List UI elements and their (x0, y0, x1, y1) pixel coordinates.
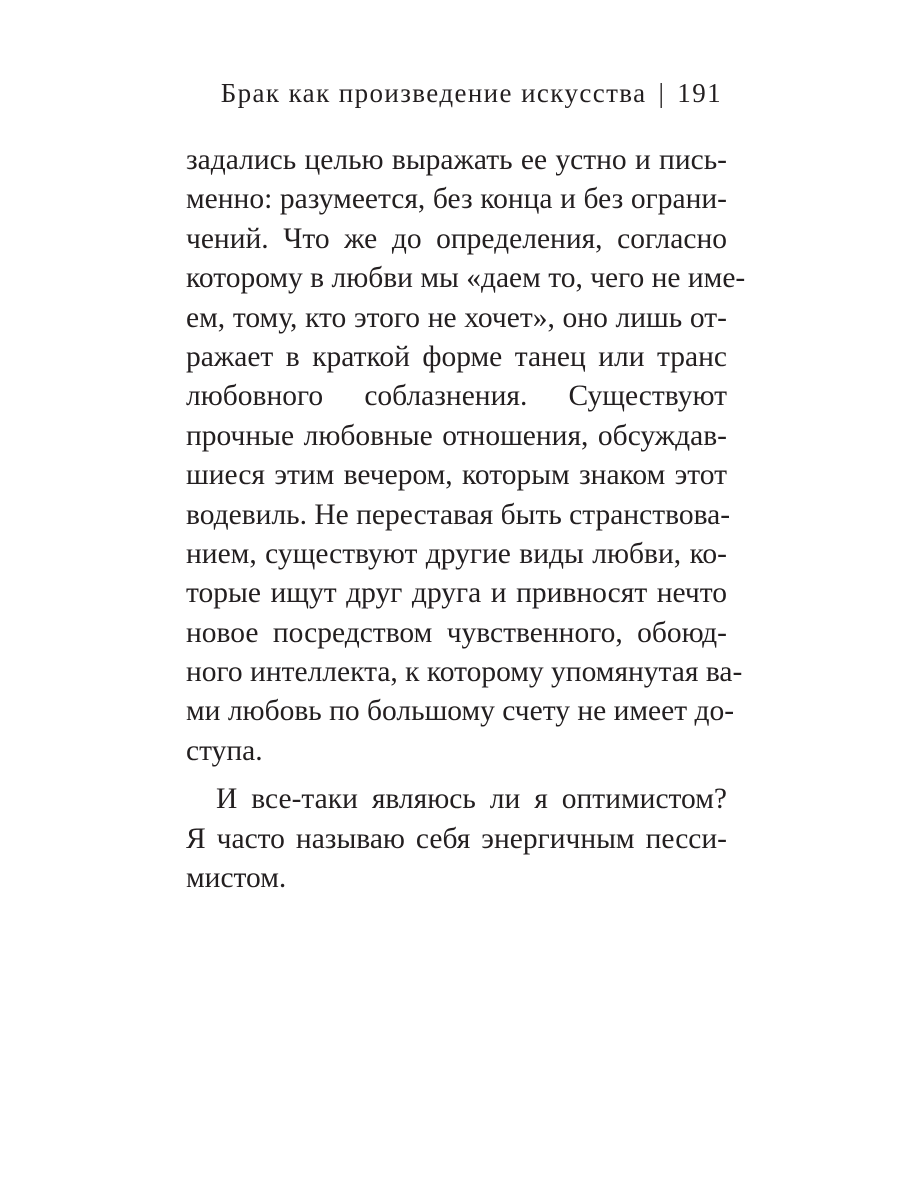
text-line: ступа. (186, 734, 263, 767)
text-line: любовного соблазнения. Существуют (186, 380, 727, 413)
text-line: нием, существуют другие виды любви, ко- (186, 537, 727, 570)
text-line: которому в любви мы «даем то, чего не име- (186, 262, 746, 295)
paragraph-gap (186, 771, 727, 780)
text-line: ного интеллекта, к которому упомянутая ва- (186, 656, 743, 689)
text-line: задались целью выражать ее устно и пись- (186, 144, 727, 176)
text-line: ми любовь по большому счету не имеет до- (186, 695, 735, 728)
page-number: 191 (677, 78, 722, 108)
text-line: чений. Что же до определения, согласно (186, 222, 727, 255)
text-line: торые ищут друг друга и привносят нечто (186, 577, 727, 610)
body-text (186, 141, 746, 898)
paragraph-1 (186, 141, 746, 771)
running-title: Брак как произведение искусства (220, 78, 647, 108)
text-line: менно: разумеется, без конца и без ограни- (186, 183, 727, 216)
text-line: шиеся этим вечером, которым знаком этот (186, 459, 727, 492)
text-line: Я часто называю себя энергичным песси- (186, 822, 727, 855)
text-line: ражает в краткой форме танец или транс (186, 340, 727, 373)
text-line: прочные любовные отношения, обсуждав- (186, 419, 727, 452)
text-line: водевиль. Не переставая быть странствова- (186, 498, 731, 531)
paragraph-2 (186, 780, 727, 898)
running-head (221, 76, 722, 110)
header-separator: | (658, 78, 666, 108)
text-line: ем, тому, кто этого не хочет», оно лишь от- (186, 301, 727, 334)
text-line: И все-таки являюсь ли я оптимистом? (216, 783, 727, 816)
text-line: мистом. (186, 862, 287, 895)
text-line: новое посредством чувственного, обоюд- (186, 616, 727, 649)
